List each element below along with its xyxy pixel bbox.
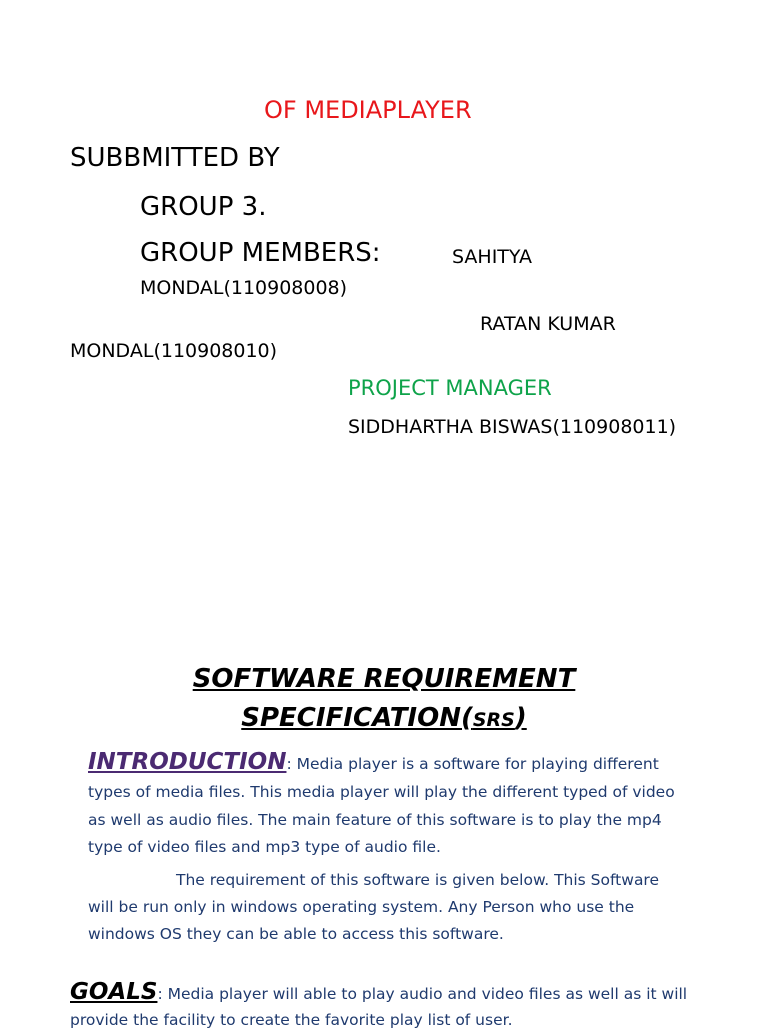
goals-line-2: provide the facility to create the favorite play list of user. [70, 1011, 513, 1029]
introduction-first-line [88, 748, 659, 778]
introduction-colon: : [286, 755, 292, 773]
document-title: OF MEDIAPLAYER [264, 96, 472, 124]
srs-heading-abbr: SRS [472, 709, 515, 731]
goals-line-1: Media player will able to play audio and video files as well as it will [162, 985, 688, 1003]
goals-colon: : [157, 985, 163, 1003]
introduction-line-4: type of video files and mp3 type of audio file. [88, 838, 441, 856]
introduction-para2-line-1: The requirement of this software is given below. This Software [176, 871, 660, 889]
introduction-heading: INTRODUCTION [88, 749, 287, 775]
introduction-line-1: Media player is a software for playing different [291, 755, 659, 773]
member-2-first: RATAN KUMAR [480, 313, 616, 335]
introduction-line-2: types of media files. This media player will play the different typed of video [88, 783, 675, 801]
goals-heading: GOALS [70, 979, 158, 1005]
goals-first-line [70, 978, 687, 1008]
srs-heading-word: SPECIFICATION [241, 703, 461, 733]
member-1-rest: MONDAL(110908008) [140, 277, 348, 299]
srs-heading-line-1: SOFTWARE REQUIREMENT [192, 664, 576, 694]
group-label: GROUP 3. [140, 192, 267, 222]
member-1-first: SAHITYA [452, 246, 533, 268]
submitted-by-label: SUBBMITTED BY [70, 143, 280, 173]
introduction-line-3: as well as audio files. The main feature of this software is to play the mp4 [88, 811, 662, 829]
srs-heading-close-paren: ) [514, 703, 527, 733]
group-members-label: GROUP MEMBERS: [140, 238, 381, 268]
srs-heading-open-paren: ( [460, 703, 473, 733]
srs-heading-line-2 [0, 703, 768, 733]
introduction-para2-line-2: will be run only in windows operating system. Any Person who use the [88, 898, 635, 916]
project-manager-name: SIDDHARTHA BISWAS(110908011) [348, 416, 677, 438]
project-manager-label: PROJECT MANAGER [348, 376, 552, 400]
introduction-para2-line-3: windows OS they can be able to access this software. [88, 925, 504, 943]
member-2-rest: MONDAL(110908010) [70, 340, 278, 362]
